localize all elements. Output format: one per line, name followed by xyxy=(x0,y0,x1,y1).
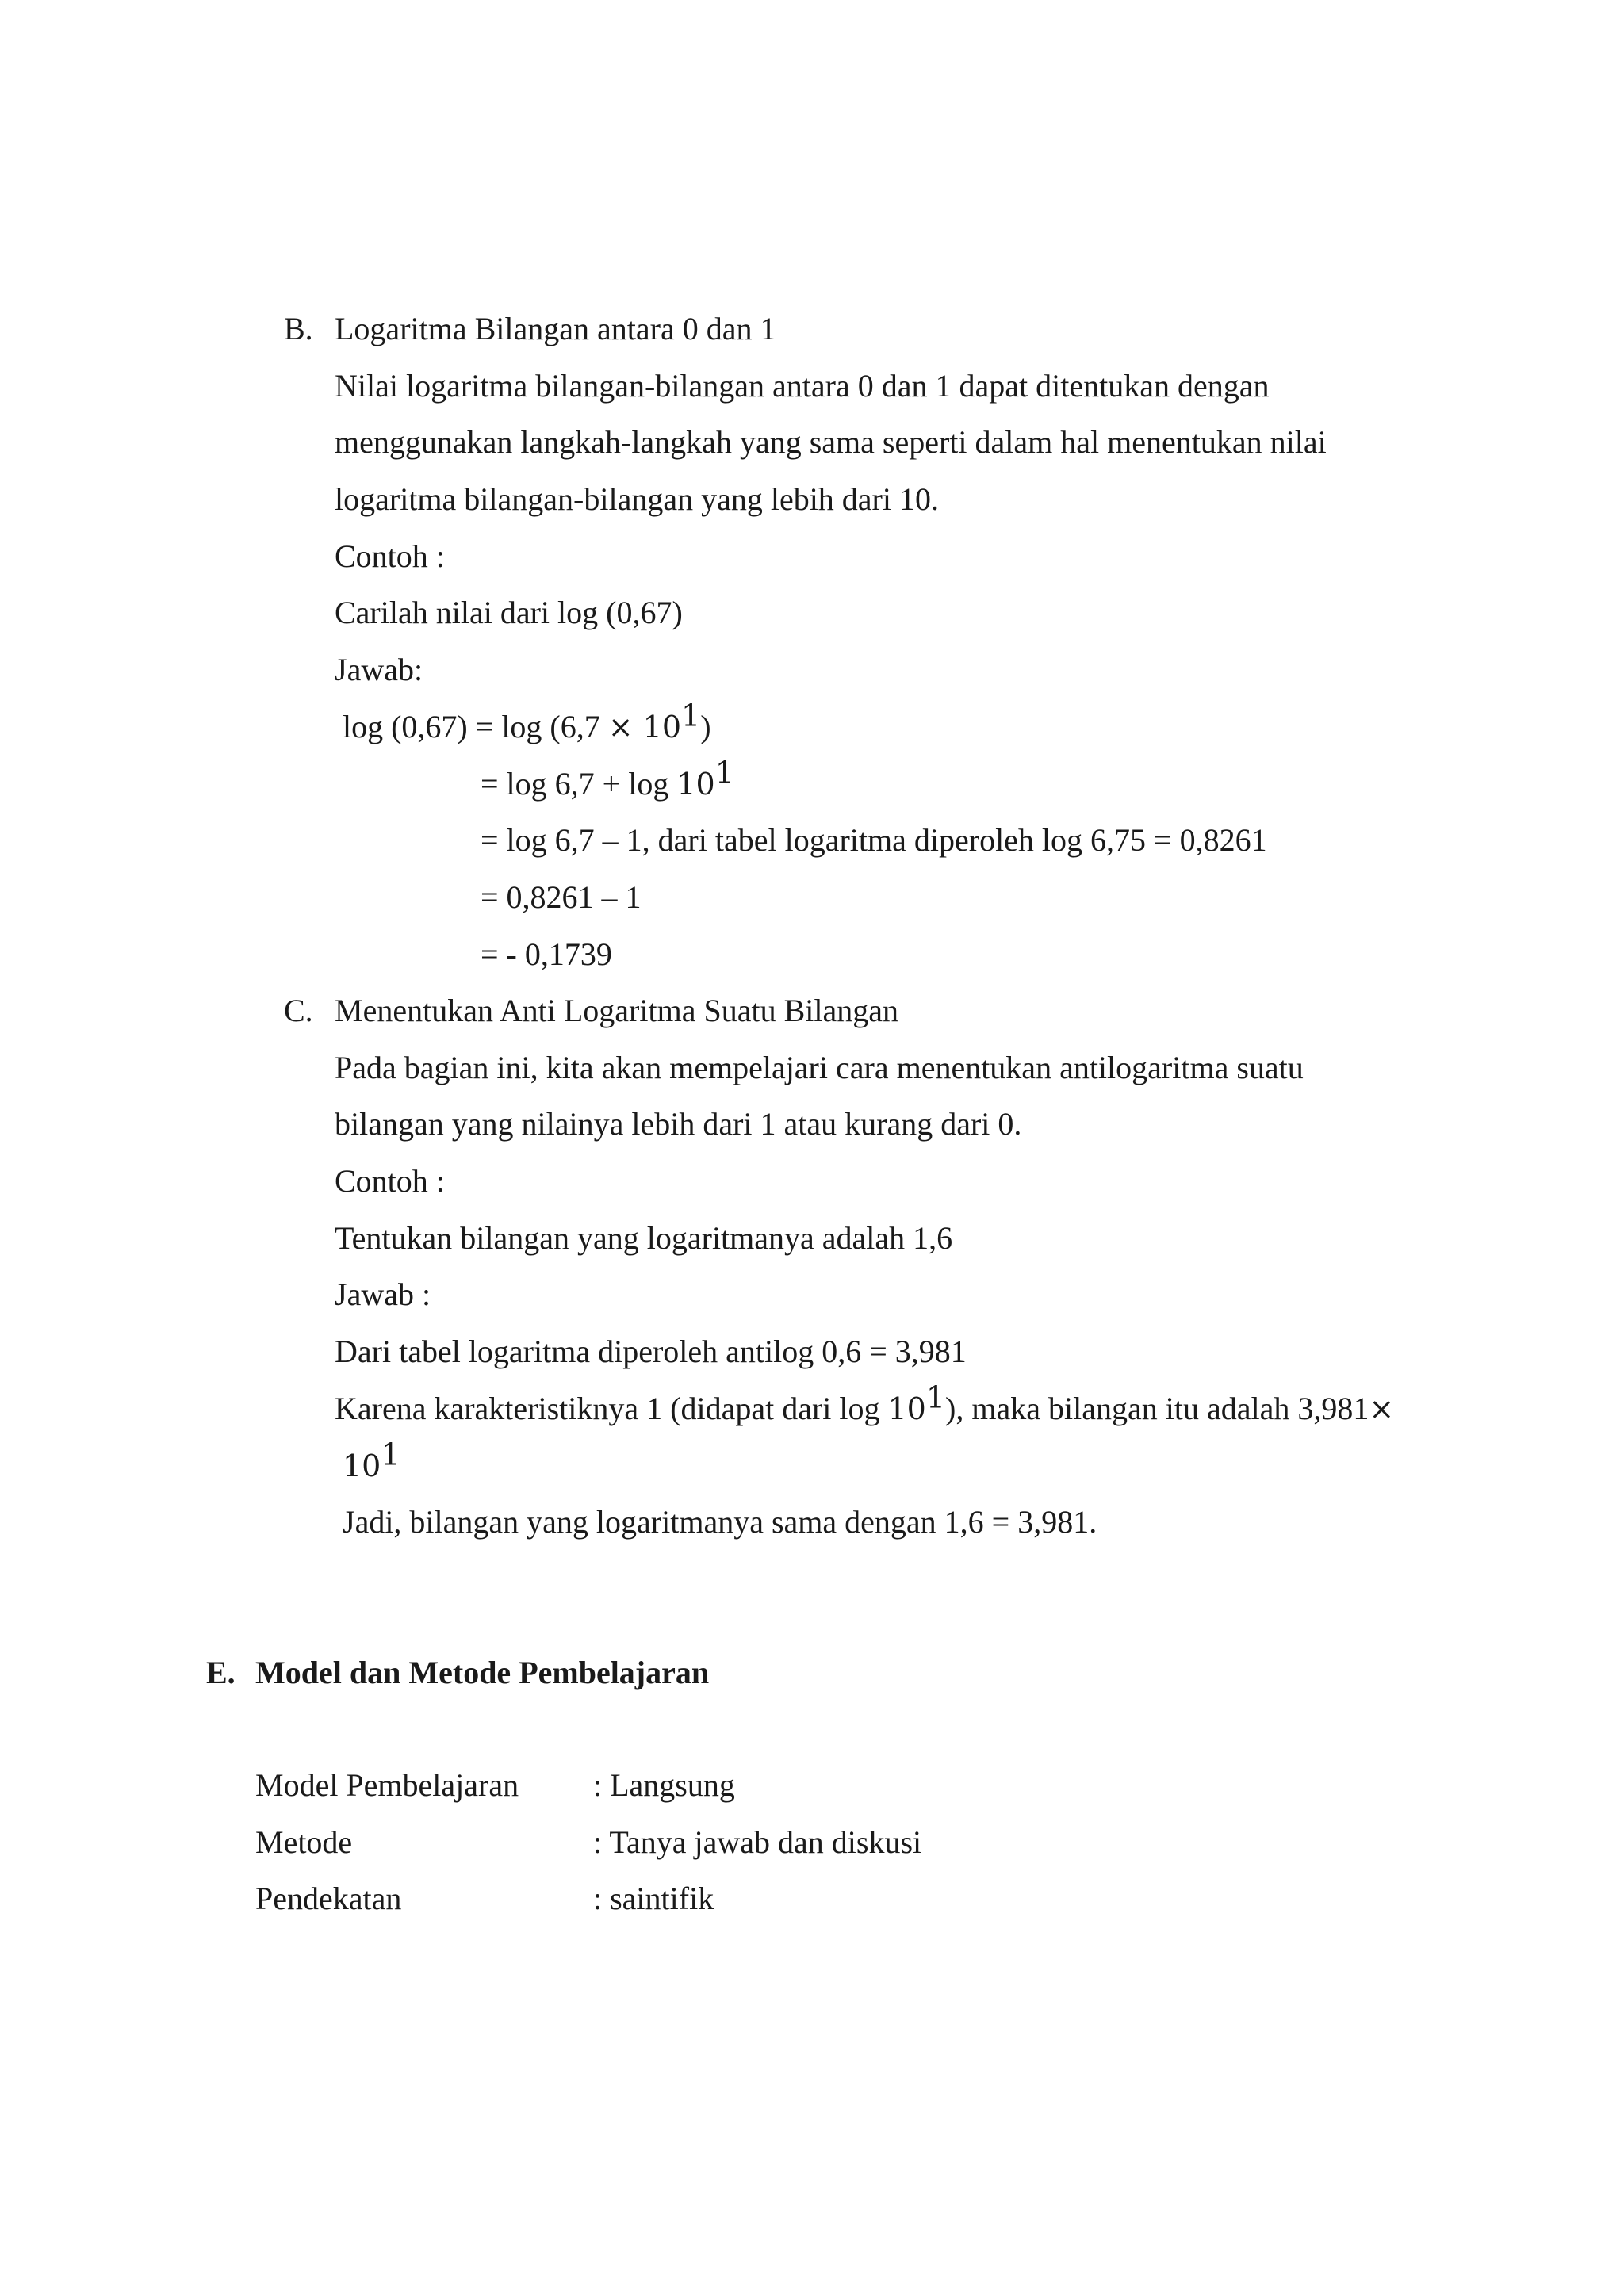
section-b-step-1 xyxy=(343,698,711,747)
section-b-marker: B. xyxy=(284,311,313,346)
section-c-answer-line-1: Dari tabel logaritma diperoleh antilog 0,6 = 3,981 xyxy=(335,1334,967,1369)
section-c-jawab-label: Jawab : xyxy=(335,1276,431,1312)
multiply-sign: × xyxy=(1369,1391,1395,1426)
section-b-step-4: = 0,8261 – 1 xyxy=(481,879,642,915)
section-c-answer-line-3 xyxy=(343,1437,400,1486)
section-c-contoh-label: Contoh : xyxy=(335,1163,445,1199)
section-c-marker: C. xyxy=(284,993,313,1028)
section-b-title: Logaritma Bilangan antara 0 dan 1 xyxy=(335,311,776,346)
step-1-text: log (0,67) = log (6,7 xyxy=(343,709,608,744)
info-label-model: Model Pembelajaran xyxy=(255,1767,519,1803)
info-value-model: : Langsung xyxy=(593,1767,735,1803)
info-label-pendekatan: Pendekatan xyxy=(255,1881,402,1916)
section-e-title: Model dan Metode Pembelajaran xyxy=(255,1655,710,1690)
section-b-paragraph-line-2: menggunakan langkah-langkah yang sama seperti dalam hal menentukan nilai xyxy=(335,424,1327,460)
section-c-title: Menentukan Anti Logaritma Suatu Bilangan xyxy=(335,993,898,1028)
step-2-text: = log 6,7 + log xyxy=(481,766,677,802)
section-b-step-3: = log 6,7 – 1, dari tabel logaritma diperoleh log 6,75 = 0,8261 xyxy=(481,822,1267,858)
section-b-question: Carilah nilai dari log (0,67) xyxy=(335,595,683,630)
power-exponent: 1 xyxy=(681,698,701,733)
answer-line-2-text-end: ), maka bilangan itu adalah 3,981 xyxy=(945,1391,1369,1426)
closing-paren: ) xyxy=(700,709,711,744)
section-c-conclusion: Jadi, bilangan yang logaritmanya sama dengan 1,6 = 3,981. xyxy=(343,1504,1097,1540)
section-c-answer-line-2 xyxy=(335,1380,1395,1429)
section-b-paragraph-line-3: logaritma bilangan-bilangan yang lebih dari 10. xyxy=(335,481,939,517)
section-c-paragraph-line-1: Pada bagian ini, kita akan mempelajari cara menentukan antilogaritma suatu xyxy=(335,1050,1304,1085)
multiply-sign: × xyxy=(607,710,634,744)
section-b-paragraph-line-1: Nilai logaritma bilangan-bilangan antara 0 dan 1 dapat ditentukan dengan xyxy=(335,368,1270,404)
power-exponent: 1 xyxy=(925,1380,946,1415)
power-exponent: 1 xyxy=(714,755,734,790)
power-exponent: 1 xyxy=(381,1437,400,1472)
info-value-pendekatan: : saintifik xyxy=(593,1881,714,1916)
section-c-paragraph-line-2: bilangan yang nilainya lebih dari 1 atau kurang dari 0. xyxy=(335,1106,1022,1142)
power-base: 10 xyxy=(343,1448,381,1483)
info-label-metode: Metode xyxy=(255,1824,353,1860)
section-e-marker: E. xyxy=(206,1655,236,1690)
section-b-step-2 xyxy=(481,755,734,804)
section-c-question: Tentukan bilangan yang logaritmanya adalah 1,6 xyxy=(335,1220,953,1256)
power-base: 10 xyxy=(887,1391,926,1426)
section-b-step-5: = - 0,1739 xyxy=(481,936,612,972)
answer-line-2-text: Karena karakteristiknya 1 (didapat dari log xyxy=(335,1391,888,1426)
info-value-metode: : Tanya jawab dan diskusi xyxy=(593,1824,922,1860)
section-b-contoh-label: Contoh : xyxy=(335,538,445,574)
power-base: 10 xyxy=(676,767,715,802)
power-base: 10 xyxy=(633,710,682,744)
section-b-jawab-label: Jawab: xyxy=(335,652,423,687)
